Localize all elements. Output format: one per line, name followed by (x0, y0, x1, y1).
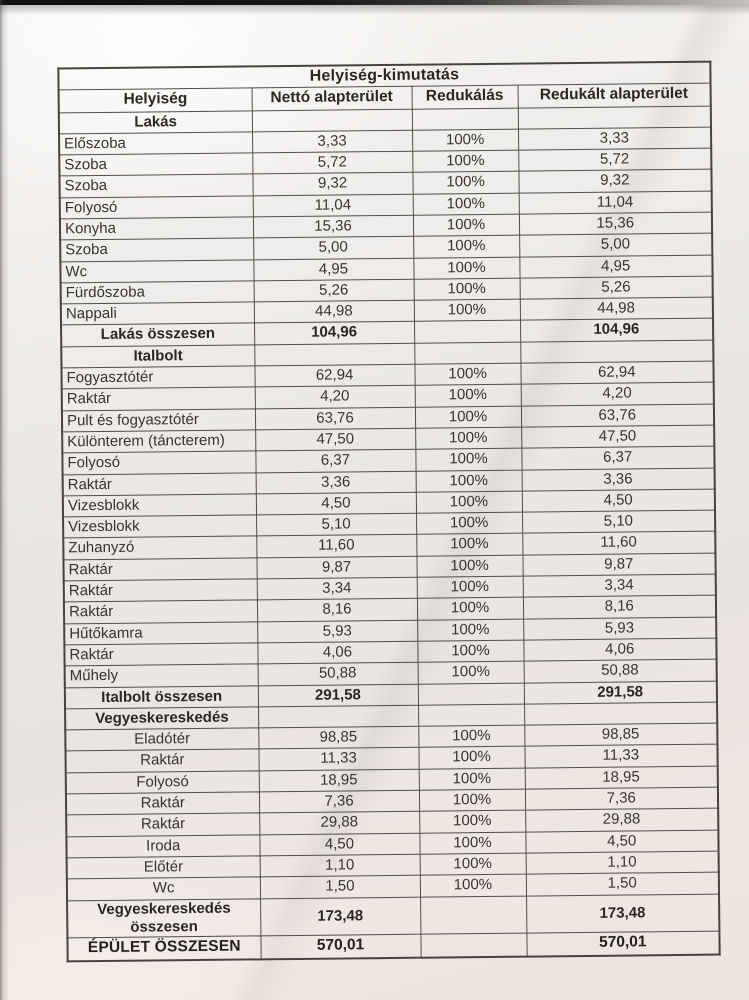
net-area-cell: 6,37 (255, 449, 415, 472)
column-header-net-area: Nettó alapterület (252, 86, 412, 111)
table-title: Helyiség-kimutatás (58, 62, 710, 90)
net-area-cell: 62,94 (254, 364, 414, 387)
net-area-cell: 29,88 (259, 812, 419, 835)
total-label-cell: Lakás összesen (61, 323, 254, 346)
reduced-area-cell: 1,50 (526, 872, 719, 895)
reduction-cell: 100% (419, 789, 525, 811)
column-header-reduction: Redukálás (412, 85, 518, 109)
room-name-cell: Raktár (66, 813, 259, 836)
reduction-cell: 100% (415, 406, 521, 428)
reduction-cell: 100% (417, 640, 523, 662)
reduction-cell: 100% (415, 384, 521, 406)
empty-cell (418, 683, 524, 705)
grand-total-reduced-area-cell: 570,01 (526, 931, 719, 956)
column-header-room: Helyiség (59, 87, 252, 112)
room-name-cell: Iroda (66, 834, 259, 857)
net-area-cell: 4,20 (255, 386, 415, 409)
reduced-area-cell: 11,33 (524, 744, 717, 767)
grand-total-label-cell: ÉPÜLET ÖSSZESEN (67, 936, 260, 961)
net-area-cell: 11,33 (258, 748, 418, 771)
net-area-cell: 18,95 (259, 769, 419, 792)
net-area-cell: 5,10 (256, 513, 416, 536)
total-label-cell: Vegyeskereskedés összesen (67, 898, 260, 938)
reduced-area-cell: 5,10 (522, 510, 715, 533)
reduced-area-cell: 44,98 (520, 297, 713, 320)
section-header-cell: Italbolt (61, 345, 254, 368)
room-name-cell: Szoba (60, 238, 253, 261)
reduced-area-cell: 5,93 (523, 617, 716, 640)
total-net-area-cell: 173,48 (260, 897, 420, 936)
room-name-cell: Fogyasztótér (61, 366, 254, 389)
empty-cell (412, 108, 518, 130)
reduced-area-cell: 47,50 (521, 425, 714, 448)
reduction-cell: 100% (416, 470, 522, 492)
reduction-cell: 100% (414, 363, 520, 385)
empty-cell (520, 340, 713, 363)
reduction-cell: 100% (419, 832, 525, 854)
empty-cell (252, 109, 412, 132)
room-name-cell: Wc (67, 877, 260, 900)
section-header-cell: Vegyeskereskedés (65, 707, 258, 730)
room-name-cell: Eladótér (65, 728, 258, 751)
net-area-cell: 5,72 (252, 151, 412, 174)
empty-cell (420, 933, 526, 957)
room-name-cell: Folyosó (66, 771, 259, 794)
net-area-cell: 5,93 (257, 620, 417, 643)
reduction-cell: 100% (414, 278, 520, 300)
room-name-cell: Wc (60, 260, 253, 283)
net-area-cell: 5,26 (254, 279, 414, 302)
reduction-cell: 100% (412, 150, 518, 172)
reduced-area-cell: 11,04 (519, 191, 712, 214)
photo-top-edge-shadow (0, 5, 749, 15)
reduced-area-cell: 5,00 (519, 233, 712, 256)
reduction-cell: 100% (415, 427, 521, 449)
net-area-cell: 1,50 (260, 875, 420, 898)
net-area-cell: 7,36 (259, 790, 419, 813)
reduction-cell: 100% (419, 768, 525, 790)
reduced-area-cell: 4,50 (522, 489, 715, 512)
reduction-cell: 100% (416, 512, 522, 534)
room-name-cell: Előtér (67, 856, 260, 879)
reduction-cell: 100% (412, 172, 518, 194)
net-area-cell: 11,60 (256, 535, 416, 558)
reduced-area-cell: 11,60 (522, 532, 715, 555)
empty-cell (258, 705, 418, 728)
room-name-cell: Raktár (62, 387, 255, 410)
reduced-area-cell: 63,76 (521, 404, 714, 427)
reduction-cell: 100% (416, 491, 522, 513)
room-name-cell: Konyha (60, 217, 253, 240)
reduction-cell: 100% (419, 810, 525, 832)
reduction-cell: 100% (412, 129, 518, 151)
grand-total-net-area-cell: 570,01 (260, 934, 420, 959)
room-name-cell: Nappali (61, 302, 254, 325)
reduced-area-cell: 29,88 (525, 808, 718, 831)
reduced-area-cell: 4,50 (525, 830, 718, 853)
room-name-cell: Vizesblokk (63, 494, 256, 517)
reduction-cell: 100% (417, 576, 523, 598)
room-area-table (57, 61, 720, 962)
reduced-area-cell: 8,16 (523, 595, 716, 618)
room-name-cell: Szoba (59, 174, 252, 197)
room-name-cell: Fürdőszoba (61, 281, 254, 304)
reduced-area-cell: 4,95 (519, 255, 712, 278)
reduced-area-cell: 50,88 (524, 659, 717, 682)
reduction-cell: 100% (420, 874, 526, 896)
empty-cell (414, 321, 520, 343)
net-area-cell: 4,95 (253, 258, 413, 281)
reduced-area-cell: 62,94 (520, 361, 713, 384)
room-name-cell: Raktár (64, 579, 257, 602)
reduction-cell: 100% (418, 661, 524, 683)
net-area-cell: 98,85 (258, 726, 418, 749)
net-area-cell: 3,34 (257, 577, 417, 600)
reduction-cell: 100% (413, 257, 519, 279)
room-name-cell: Raktár (63, 558, 256, 581)
reduced-area-cell: 5,72 (518, 148, 711, 171)
net-area-cell: 3,33 (252, 130, 412, 153)
reduction-cell: 100% (413, 235, 519, 257)
reduction-cell: 100% (416, 534, 522, 556)
net-area-cell: 3,36 (256, 471, 416, 494)
total-net-area-cell: 104,96 (254, 322, 414, 345)
net-area-cell: 1,10 (260, 854, 420, 877)
reduced-area-cell: 5,26 (520, 276, 713, 299)
room-name-cell: Előszoba (59, 132, 252, 155)
reduced-area-cell: 4,06 (523, 638, 716, 661)
reduction-cell: 100% (417, 619, 523, 641)
room-name-cell: Raktár (64, 600, 257, 623)
net-area-cell: 4,06 (257, 641, 417, 664)
reduced-area-cell: 6,37 (521, 446, 714, 469)
net-area-cell: 44,98 (254, 300, 414, 323)
reduction-cell: 100% (418, 747, 524, 769)
net-area-cell: 50,88 (258, 662, 418, 685)
room-name-cell: Raktár (64, 643, 257, 666)
empty-cell (414, 342, 520, 364)
net-area-cell: 4,50 (259, 833, 419, 856)
reduction-cell: 100% (420, 853, 526, 875)
net-area-cell: 9,32 (252, 173, 412, 196)
net-area-cell: 8,16 (257, 599, 417, 622)
room-name-cell: Raktár (66, 792, 259, 815)
empty-cell (518, 106, 711, 129)
section-header-cell: Lakás (59, 110, 252, 133)
total-net-area-cell: 291,58 (258, 684, 418, 707)
net-area-cell: 9,87 (256, 556, 416, 579)
reduced-area-cell: 4,20 (521, 382, 714, 405)
room-name-cell: Zuhanyzó (63, 536, 256, 559)
total-label-cell: Italbolt összesen (65, 685, 258, 708)
net-area-cell: 47,50 (255, 428, 415, 451)
reduced-area-cell: 15,36 (519, 212, 712, 235)
empty-cell (524, 702, 717, 725)
reduced-area-cell: 3,34 (523, 574, 716, 597)
reduced-area-cell: 9,87 (522, 553, 715, 576)
room-name-cell: Műhely (65, 664, 258, 687)
total-reduced-area-cell: 173,48 (526, 894, 719, 934)
room-name-cell: Vizesblokk (63, 515, 256, 538)
table-body (59, 106, 720, 961)
reduction-cell: 100% (414, 299, 520, 321)
net-area-cell: 5,00 (253, 237, 413, 260)
net-area-cell: 63,76 (255, 407, 415, 430)
room-name-cell: Hűtőkamra (64, 622, 257, 645)
room-name-cell: Raktár (63, 472, 256, 495)
room-name-cell: Folyosó (62, 451, 255, 474)
reduction-cell: 100% (417, 597, 523, 619)
net-area-cell: 4,50 (256, 492, 416, 515)
reduced-area-cell: 98,85 (524, 723, 717, 746)
reduced-area-cell: 3,36 (522, 468, 715, 491)
reduction-cell: 100% (416, 555, 522, 577)
empty-cell (418, 704, 524, 726)
empty-cell (420, 896, 526, 935)
net-area-cell: 15,36 (253, 215, 413, 238)
reduced-area-cell: 9,32 (518, 170, 711, 193)
room-name-cell: Szoba (59, 153, 252, 176)
total-reduced-area-cell: 291,58 (524, 681, 717, 704)
reduced-area-cell: 1,10 (526, 851, 719, 874)
reduced-area-cell: 18,95 (525, 766, 718, 789)
reduction-cell: 100% (413, 214, 519, 236)
reduction-cell: 100% (413, 193, 519, 215)
room-name-cell: Raktár (65, 749, 258, 772)
column-header-reduced-area: Redukált alapterület (518, 83, 711, 108)
reduced-area-cell: 3,33 (518, 127, 711, 150)
reduced-area-cell: 7,36 (525, 787, 718, 810)
room-name-cell: Pult és fogyasztótér (62, 409, 255, 432)
reduction-cell: 100% (418, 725, 524, 747)
net-area-cell: 11,04 (253, 194, 413, 217)
photo-left-edge (0, 0, 10, 1000)
empty-cell (254, 343, 414, 366)
reduction-cell: 100% (415, 448, 521, 470)
room-name-cell: Különterem (táncterem) (62, 430, 255, 453)
room-name-cell: Folyosó (60, 196, 253, 219)
total-reduced-area-cell: 104,96 (520, 319, 713, 342)
